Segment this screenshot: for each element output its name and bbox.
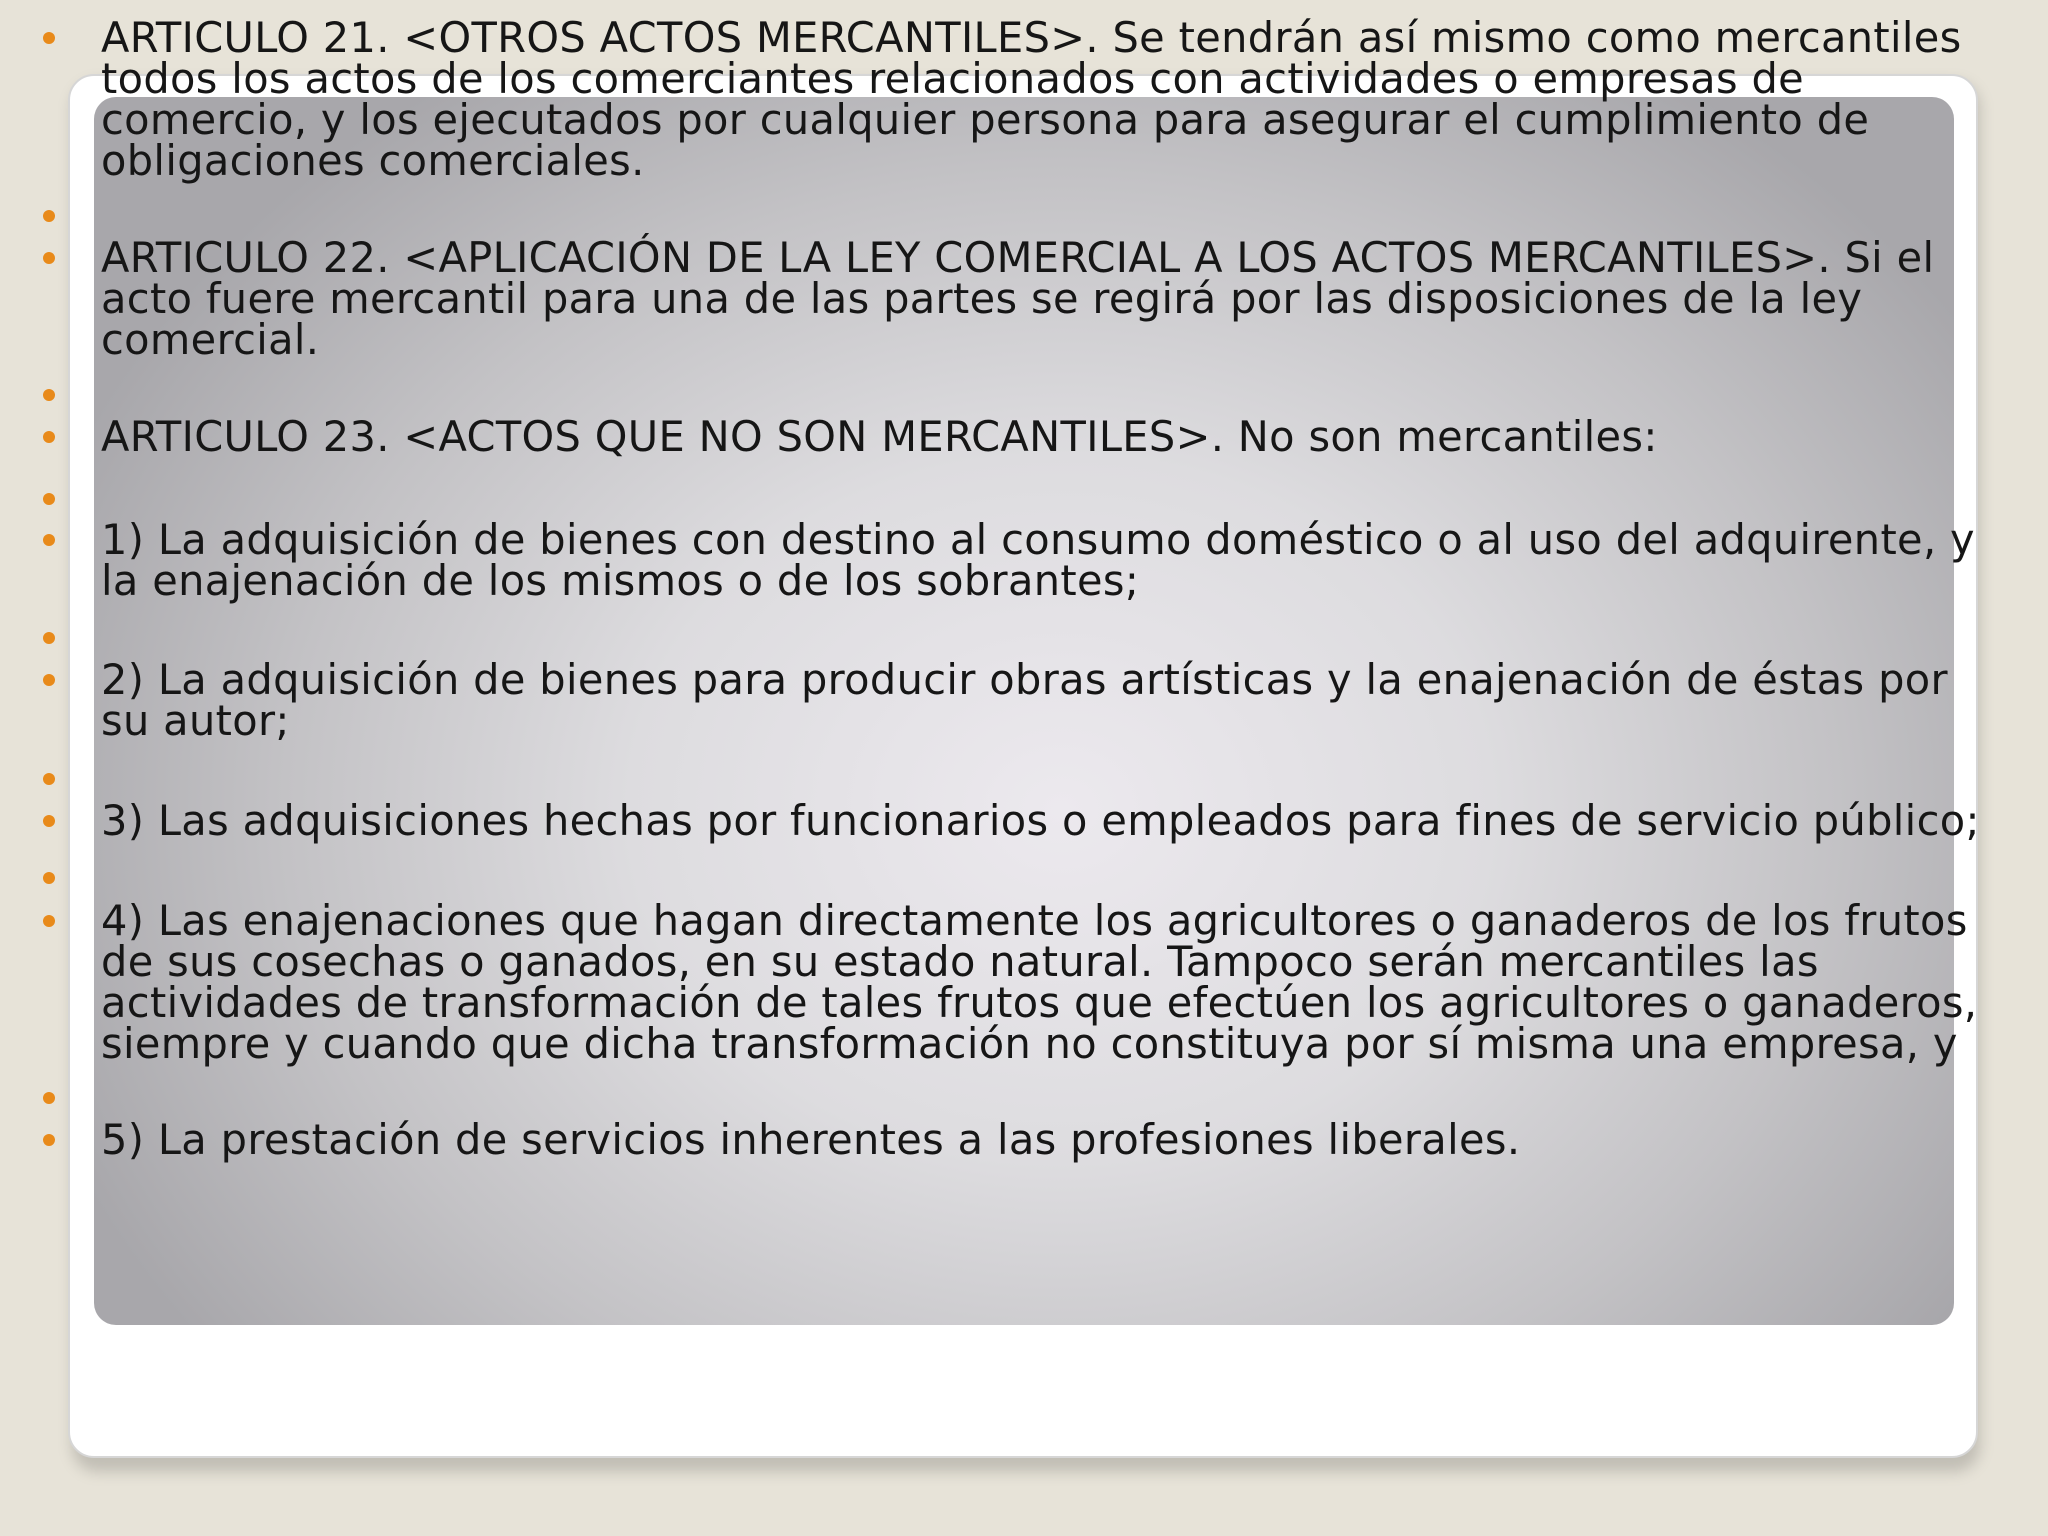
text-line: la enajenación de los mismos o de los sobrantes; <box>101 556 1140 605</box>
bullet-icon <box>43 32 55 44</box>
text-line: ARTICULO 23. <ACTOS QUE NO SON MERCANTILES>. No son mercantiles: <box>101 412 1658 461</box>
text-line: 1) La adquisición de bienes con destino al consumo doméstico o al uso del adquirente, y <box>101 515 1975 564</box>
bullet-icon <box>43 252 55 264</box>
text-line: actividades de transformación de tales frutos que efectúen los agricultores o ganaderos, <box>101 978 1978 1027</box>
text-line: ARTICULO 21. <OTROS ACTOS MERCANTILES>. Se tendrán así mismo como mercantiles <box>101 13 1962 62</box>
text-line: 5) La prestación de servicios inherentes a las profesiones liberales. <box>101 1115 1521 1164</box>
bullet-icon <box>43 431 55 443</box>
bullet-icon <box>43 1134 55 1146</box>
bullet-icon <box>43 872 55 884</box>
text-line: de sus cosechas o ganados, en su estado natural. Tampoco serán mercantiles las <box>101 937 1819 986</box>
text-line: obligaciones comerciales. <box>101 136 645 185</box>
bullet-icon <box>43 1092 55 1104</box>
bullet-icon <box>43 915 55 927</box>
text-line: siempre y cuando que dicha transformación no constituya por sí misma una empresa, y <box>101 1019 1958 1068</box>
list-item-text <box>101 655 2041 745</box>
list-item-text <box>101 412 2041 461</box>
list-item-text <box>101 1115 2041 1164</box>
bullet-icon <box>43 493 55 505</box>
text-line: 4) Las enajenaciones que hagan directamente los agricultores o ganaderos de los frutos <box>101 896 1968 945</box>
bullet-icon <box>43 389 55 401</box>
list-item-text <box>101 515 2041 605</box>
bullet-icon <box>43 210 55 222</box>
text-line: acto fuere mercantil para una de las partes se regirá por las disposiciones de la ley <box>101 274 1863 323</box>
bullet-icon <box>43 674 55 686</box>
text-line: ARTICULO 22. <APLICACIÓN DE LA LEY COMERCIAL A LOS ACTOS MERCANTILES>. Si el <box>101 233 1935 282</box>
text-line: su autor; <box>101 696 290 745</box>
text-line: comercial. <box>101 315 320 364</box>
list-item-text <box>101 796 2041 845</box>
bullet-icon <box>43 815 55 827</box>
list-item-text <box>101 13 2041 185</box>
bullet-icon <box>43 632 55 644</box>
text-line: todos los actos de los comerciantes relacionados con actividades o empresas de <box>101 54 1805 103</box>
bullet-icon <box>43 773 55 785</box>
text-line: 2) La adquisición de bienes para producir obras artísticas y la enajenación de éstas por <box>101 655 1948 704</box>
bullet-icon <box>43 534 55 546</box>
list-item-text <box>101 896 2041 1068</box>
text-line: comercio, y los ejecutados por cualquier persona para asegurar el cumplimiento de <box>101 95 1870 144</box>
list-item-text <box>101 233 2041 364</box>
text-line: 3) Las adquisiciones hechas por funcionarios o empleados para fines de servicio público; <box>101 796 1980 845</box>
